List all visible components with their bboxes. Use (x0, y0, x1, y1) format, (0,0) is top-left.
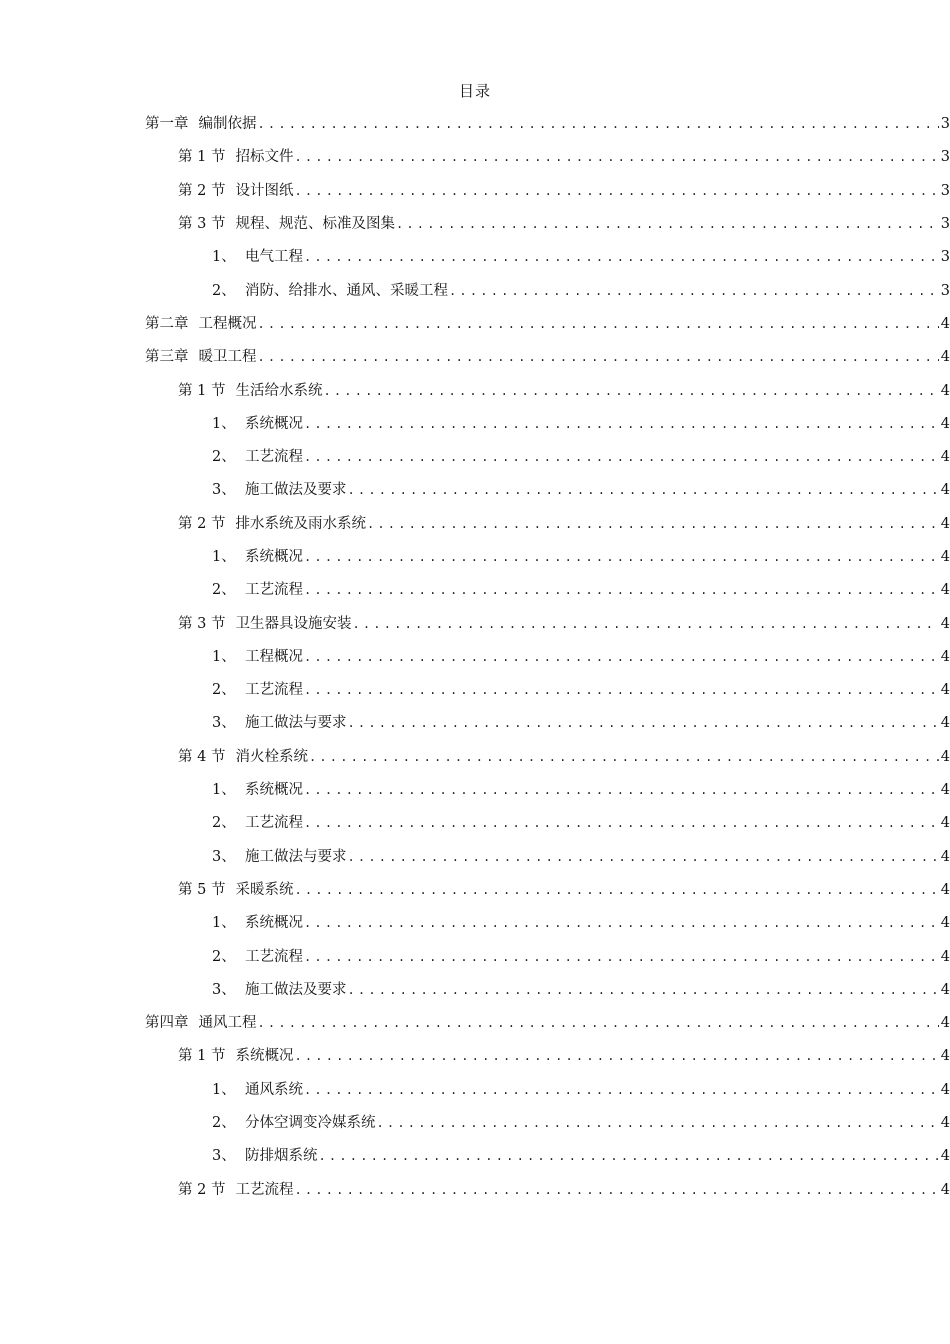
toc-entry-number: 3、 (212, 715, 236, 732)
toc-entry[interactable] (0, 1138, 950, 1171)
toc-entry-line (212, 778, 950, 799)
toc-entry-line (145, 112, 950, 133)
toc-entry-line (178, 1178, 950, 1199)
toc-entry-number: 1、 (212, 249, 236, 266)
toc-entry-line (212, 811, 950, 832)
toc-entry-page-number: 4 (940, 1048, 950, 1065)
toc-entry-label: 消防、给排水、通风、采暖工程 (245, 282, 448, 299)
toc-entry-page-number: 4 (940, 382, 950, 399)
toc-entry-page-number: 4 (940, 549, 950, 565)
toc-entry-page-number: 4 (940, 1148, 950, 1165)
toc-entry[interactable] (0, 239, 950, 272)
toc-entry-page-number: 4 (940, 482, 950, 499)
toc-dot-leader (304, 583, 939, 597)
toc-entry[interactable] (0, 1038, 950, 1071)
toc-entry-line (178, 745, 950, 766)
toc-dot-leader (396, 217, 939, 231)
toc-entry[interactable] (0, 539, 950, 572)
toc-entry-page-number: 3 (940, 116, 950, 133)
toc-dot-leader (348, 716, 939, 730)
toc-dot-leader (294, 150, 938, 164)
toc-entry[interactable] (0, 472, 950, 505)
toc-entry-page-number: 4 (940, 715, 950, 732)
toc-dot-leader (304, 650, 939, 664)
toc-entry[interactable] (0, 406, 950, 439)
toc-dot-leader (304, 816, 939, 830)
toc-dot-leader (294, 1049, 938, 1063)
toc-entry-label: 电气工程 (245, 249, 303, 266)
toc-entry-label: 工艺流程 (245, 948, 303, 965)
toc-entry[interactable] (0, 339, 950, 372)
toc-entry-line (212, 978, 950, 999)
toc-entry-line (212, 945, 950, 966)
toc-dot-leader (304, 1083, 939, 1097)
toc-entry[interactable] (0, 705, 950, 738)
toc-entry-label: 通风工程 (198, 1015, 257, 1032)
toc-entry-page-number: 3 (940, 182, 950, 199)
toc-entry-page-number: 4 (940, 1081, 950, 1098)
toc-dot-leader (258, 117, 939, 131)
toc-dot-leader (258, 1016, 939, 1030)
toc-entry-page-number: 4 (940, 748, 950, 765)
toc-entry-page-number: 4 (940, 682, 950, 699)
toc-entry-label: 卫生器具设施安装 (235, 615, 352, 632)
toc-entry-page-number: 4 (940, 582, 950, 599)
toc-dot-leader (348, 483, 939, 497)
toc-entry-label: 系统概况 (245, 915, 303, 932)
toc-entry-label: 施工做法与要求 (245, 715, 347, 732)
toc-entry-number: 2、 (212, 582, 236, 599)
toc-entry-page-number: 4 (940, 815, 950, 832)
toc-entry-label: 施工做法及要求 (245, 482, 347, 499)
toc-entry-line (178, 145, 950, 166)
toc-entry[interactable] (0, 1105, 950, 1138)
toc-entry-label: 工艺流程 (245, 582, 303, 599)
toc-entry-line (212, 412, 950, 433)
toc-dot-leader (294, 184, 938, 198)
toc-entry-line (212, 545, 950, 566)
toc-entry[interactable] (0, 306, 950, 339)
toc-entry-label: 编制依据 (198, 116, 257, 133)
toc-entry-label: 工程概况 (245, 648, 303, 665)
toc-entry-number: 第 5 节 (178, 881, 226, 898)
toc-entry-number: 1、 (212, 1081, 236, 1098)
table-of-contents (0, 106, 950, 1205)
toc-dot-leader (304, 783, 939, 797)
toc-entry-page-number: 4 (940, 648, 950, 665)
toc-entry-number: 第 3 节 (178, 216, 226, 233)
toc-entry-page-number: 4 (940, 415, 950, 432)
toc-entry-label: 采暖系统 (235, 881, 294, 898)
toc-entry-label: 工艺流程 (245, 815, 303, 832)
toc-entry-page-number: 4 (940, 848, 950, 865)
toc-entry[interactable] (0, 506, 950, 539)
toc-entry[interactable] (0, 372, 950, 405)
toc-entry-number: 第四章 (145, 1015, 189, 1032)
toc-entry-line (212, 1144, 950, 1165)
toc-entry-page-number: 4 (940, 515, 950, 532)
toc-dot-leader (352, 617, 938, 631)
toc-dot-leader (304, 550, 939, 564)
toc-entry-number: 第 1 节 (178, 382, 226, 399)
toc-dot-leader (304, 450, 939, 464)
toc-entry[interactable] (0, 739, 950, 772)
toc-entry[interactable] (0, 605, 950, 638)
toc-entry-line (212, 645, 950, 666)
toc-entry[interactable] (0, 639, 950, 672)
toc-entry-label: 规程、规范、标准及图集 (235, 216, 395, 233)
toc-dot-leader (304, 250, 939, 264)
toc-dot-leader (294, 883, 938, 897)
toc-dot-leader (348, 850, 939, 864)
toc-entry-label: 分体空调变冷媒系统 (245, 1115, 376, 1132)
toc-entry-page-number: 4 (940, 315, 950, 332)
toc-entry-line (178, 379, 950, 400)
toc-entry-number: 2、 (212, 1115, 236, 1132)
toc-entry-label: 施工做法与要求 (245, 848, 347, 865)
toc-dot-leader (294, 1183, 938, 1197)
toc-dot-leader (323, 384, 938, 398)
toc-entry-number: 2、 (212, 282, 236, 299)
toc-entry-page-number: 4 (940, 881, 950, 898)
toc-entry[interactable] (0, 106, 950, 139)
toc-entry-page-number: 4 (940, 915, 950, 932)
toc-entry-number: 第二章 (145, 315, 189, 332)
toc-dot-leader (258, 317, 939, 331)
toc-entry-page-number: 4 (940, 1115, 950, 1132)
toc-entry-line (145, 345, 950, 366)
toc-dot-leader (377, 1116, 939, 1130)
toc-entry-line (212, 1078, 950, 1099)
toc-entry-page-number: 3 (940, 249, 950, 266)
toc-entry[interactable] (0, 938, 950, 971)
toc-dot-leader (304, 417, 939, 431)
toc-entry-line (145, 312, 950, 333)
toc-entry-number: 第 1 节 (178, 1048, 226, 1065)
toc-dot-leader (258, 350, 939, 364)
toc-entry-number: 2、 (212, 948, 236, 965)
toc-entry-page-number: 4 (940, 782, 950, 799)
toc-entry-label: 系统概况 (235, 1048, 294, 1065)
toc-title: 目录 (458, 82, 491, 100)
toc-entry-page-number: 3 (940, 282, 950, 299)
toc-entry[interactable] (0, 805, 950, 838)
toc-entry-line (178, 878, 950, 899)
toc-entry-label: 暖卫工程 (198, 349, 257, 366)
toc-entry-label: 排水系统及雨水系统 (235, 515, 366, 532)
toc-entry-page-number: 4 (940, 349, 950, 366)
toc-entry-line (178, 512, 950, 533)
toc-entry[interactable] (0, 173, 950, 206)
toc-entry[interactable] (0, 972, 950, 1005)
toc-dot-leader (348, 983, 939, 997)
toc-entry[interactable] (0, 572, 950, 605)
toc-entry[interactable] (0, 1072, 950, 1105)
toc-dot-leader (304, 683, 939, 697)
toc-entry-page-number: 4 (940, 449, 950, 466)
toc-entry-label: 防排烟系统 (245, 1148, 318, 1165)
toc-entry-number: 1、 (212, 415, 236, 432)
toc-entry-line (212, 578, 950, 599)
toc-entry-line (178, 179, 950, 200)
toc-entry-label: 设计图纸 (235, 182, 294, 199)
toc-entry[interactable] (0, 139, 950, 172)
toc-entry-number: 第 2 节 (178, 515, 226, 532)
toc-dot-leader (309, 750, 939, 764)
toc-entry-line (212, 445, 950, 466)
toc-entry-label: 生活给水系统 (235, 382, 323, 399)
toc-entry-page-number: 4 (940, 948, 950, 965)
toc-entry[interactable] (0, 1172, 950, 1205)
toc-dot-leader (304, 950, 939, 964)
toc-entry-label: 招标文件 (235, 149, 294, 166)
toc-dot-leader (367, 517, 939, 531)
toc-entry-number: 1、 (212, 648, 236, 665)
toc-entry-number: 第三章 (145, 349, 189, 366)
toc-entry[interactable] (0, 672, 950, 705)
toc-entry-page-number: 3 (940, 216, 950, 233)
toc-entry-line (212, 911, 950, 932)
toc-entry-number: 第 1 节 (178, 149, 226, 166)
toc-dot-leader (449, 284, 939, 298)
toc-entry-label: 施工做法及要求 (245, 981, 347, 998)
toc-entry[interactable] (0, 872, 950, 905)
toc-entry-line (212, 845, 950, 866)
toc-entry-number: 3、 (212, 1148, 236, 1165)
toc-entry-line (212, 678, 950, 699)
toc-entry-label: 系统概况 (245, 782, 303, 799)
toc-entry-line (212, 478, 950, 499)
toc-entry-number: 3、 (212, 482, 236, 499)
toc-entry-label: 系统概况 (245, 549, 303, 565)
toc-entry-number: 第 3 节 (178, 615, 226, 632)
toc-entry-number: 3、 (212, 848, 236, 865)
toc-entry-number: 1、 (212, 549, 236, 565)
toc-entry-number: 2、 (212, 682, 236, 699)
toc-dot-leader (319, 1149, 939, 1163)
toc-entry[interactable] (0, 1005, 950, 1038)
toc-entry-page-number: 4 (940, 981, 950, 998)
toc-entry-number: 2、 (212, 815, 236, 832)
toc-entry-line (212, 711, 950, 732)
toc-entry-label: 通风系统 (245, 1081, 303, 1098)
toc-entry-line (212, 279, 950, 300)
toc-entry-page-number: 4 (940, 1181, 950, 1198)
toc-entry-number: 第 2 节 (178, 182, 226, 199)
toc-entry-line (178, 1044, 950, 1065)
toc-entry-number: 第 2 节 (178, 1181, 226, 1198)
toc-entry-number: 第 4 节 (178, 748, 226, 765)
toc-entry-number: 2、 (212, 449, 236, 466)
toc-entry-label: 工艺流程 (235, 1181, 294, 1198)
toc-entry-page-number: 4 (940, 1015, 950, 1032)
toc-entry-line (178, 212, 950, 233)
toc-entry[interactable] (0, 272, 950, 305)
toc-entry-label: 消火栓系统 (235, 748, 308, 765)
toc-entry-label: 工艺流程 (245, 682, 303, 699)
toc-entry-line (178, 612, 950, 633)
toc-entry-line (145, 1011, 950, 1032)
toc-entry[interactable] (0, 439, 950, 472)
toc-entry-number: 3、 (212, 981, 236, 998)
toc-entry[interactable] (0, 772, 950, 805)
toc-dot-leader (304, 916, 939, 930)
toc-entry[interactable] (0, 905, 950, 938)
toc-entry-line (212, 245, 950, 266)
toc-entry-page-number: 4 (940, 615, 950, 632)
toc-entry[interactable] (0, 206, 950, 239)
toc-entry-label: 工程概况 (198, 315, 257, 332)
toc-entry[interactable] (0, 839, 950, 872)
toc-entry-number: 1、 (212, 782, 236, 799)
toc-entry-label: 系统概况 (245, 415, 303, 432)
toc-entry-number: 1、 (212, 915, 236, 932)
toc-entry-line (212, 1111, 950, 1132)
toc-entry-page-number: 3 (940, 149, 950, 166)
toc-entry-number: 第一章 (145, 116, 189, 133)
toc-entry-label: 工艺流程 (245, 449, 303, 466)
